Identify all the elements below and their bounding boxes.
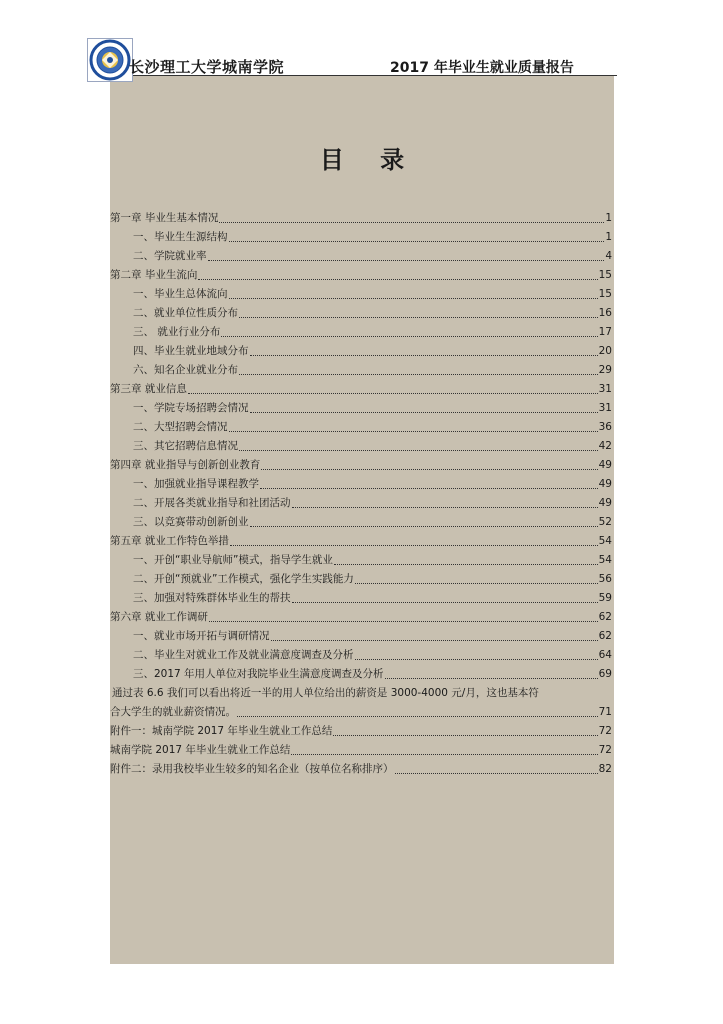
toc-entry[interactable]: [110, 760, 614, 779]
toc-entry-label: 第四章 就业指导与创新创业教育: [110, 459, 261, 471]
toc-entry-label: 二、毕业生对就业工作及就业满意度调查及分析: [133, 649, 354, 661]
toc-entry-page: 17: [598, 326, 612, 338]
toc-dot-leader: [239, 450, 598, 451]
toc-entry-page: 49: [598, 497, 612, 509]
toc-entry-label: 一、就业市场开拓与调研情况: [133, 630, 270, 642]
toc-entry-page: 82: [598, 763, 612, 775]
toc-dot-leader: [250, 355, 598, 356]
toc-entry-label: 三、加强对特殊群体毕业生的帮扶: [133, 592, 291, 604]
toc-entry-page: 54: [598, 535, 612, 547]
toc-entry-label: 二、就业单位性质分布: [133, 307, 238, 319]
toc-title: 目 录: [319, 146, 419, 174]
toc-entry[interactable]: [110, 361, 614, 380]
toc-entry[interactable]: [110, 703, 614, 722]
toc-entry[interactable]: [110, 513, 614, 532]
toc-entry[interactable]: [110, 741, 614, 760]
toc-entry-page: 42: [598, 440, 612, 452]
toc-dot-leader: [229, 241, 605, 242]
toc-dot-leader: [229, 431, 598, 432]
toc-dot-leader: [292, 602, 598, 603]
toc-entry-label: 第六章 就业工作调研: [110, 611, 208, 623]
toc-entry-label: 一、开创“职业导航师”模式，指导学生就业: [133, 554, 333, 566]
toc-entry-page: 1: [605, 212, 612, 224]
toc-entry[interactable]: [110, 494, 614, 513]
toc-entry-page: 54: [598, 554, 612, 566]
toc-entry-page: 15: [598, 288, 612, 300]
toc-entry-label: 第一章 毕业生基本情况: [110, 212, 219, 224]
toc-entry-label: 第五章 就业工作特色举措: [110, 535, 229, 547]
toc-dot-leader: [355, 583, 598, 584]
toc-dot-leader: [333, 735, 597, 736]
report-title: 2017 年毕业生就业质量报告: [390, 60, 574, 76]
toc-entry-label: 第二章 毕业生流向: [110, 269, 198, 281]
toc-entry-label: 一、学院专场招聘会情况: [133, 402, 249, 414]
toc-entry[interactable]: [110, 399, 614, 418]
toc-entry-label: 二、学院就业率: [133, 250, 207, 262]
toc-entry[interactable]: [110, 266, 614, 285]
toc-dot-leader: [271, 640, 598, 641]
toc-dot-leader: [292, 507, 598, 508]
toc-entry[interactable]: [110, 627, 614, 646]
toc-entry[interactable]: [110, 418, 614, 437]
toc-entry-page: 69: [598, 668, 612, 680]
toc-entry-label: 合大学生的就业薪资情况。: [110, 706, 236, 718]
toc-entry-page: 72: [598, 725, 612, 737]
toc-entry[interactable]: [110, 646, 614, 665]
toc-dot-leader: [219, 222, 604, 223]
page-header: [87, 38, 617, 82]
toc-dot-leader: [208, 260, 605, 261]
toc-dot-leader: [229, 298, 598, 299]
toc-entry-page: 36: [598, 421, 612, 433]
toc-entry-page: 15: [598, 269, 612, 281]
toc-paragraph-line: 通过表 6.6 我们可以看出将近一半的用人单位给出的薪资是 3000-4000 元/月，这也基本符: [112, 687, 539, 699]
toc-entry[interactable]: [110, 228, 614, 247]
toc-dot-leader: [261, 469, 597, 470]
toc-entry[interactable]: [110, 570, 614, 589]
toc-dot-leader: [239, 317, 598, 318]
toc-dot-leader: [334, 564, 598, 565]
toc-entry[interactable]: [110, 323, 614, 342]
toc-entries: [110, 209, 614, 684]
toc-entry[interactable]: [110, 532, 614, 551]
toc-entry-label: 三、 就业行业分布: [133, 326, 221, 338]
toc-entry-label: 二、开展各类就业指导和社团活动: [133, 497, 291, 509]
toc-entry[interactable]: [110, 209, 614, 228]
toc-entry[interactable]: [110, 247, 614, 266]
toc-entry[interactable]: [110, 722, 614, 741]
toc-entry-page: 4: [605, 250, 612, 262]
toc-dot-leader: [385, 678, 598, 679]
table-of-contents: [110, 209, 614, 779]
toc-entry-page: 29: [598, 364, 612, 376]
toc-entry-page: 72: [598, 744, 612, 756]
toc-entry[interactable]: [110, 608, 614, 627]
toc-entry-label: 一、毕业生总体流向: [133, 288, 228, 300]
toc-entry-page: 62: [598, 611, 612, 623]
toc-entry[interactable]: [110, 589, 614, 608]
toc-entry-page: 59: [598, 592, 612, 604]
toc-entry-page: 49: [598, 459, 612, 471]
toc-entry-label: 二、大型招聘会情况: [133, 421, 228, 433]
toc-dot-leader: [188, 393, 598, 394]
toc-dot-leader: [209, 621, 598, 622]
toc-entry-page: 16: [598, 307, 612, 319]
toc-entry[interactable]: [110, 551, 614, 570]
toc-dot-leader: [221, 336, 597, 337]
toc-entry-label: 六、知名企业就业分布: [133, 364, 238, 376]
toc-dot-leader: [237, 716, 598, 717]
toc-entry-page: 62: [598, 630, 612, 642]
toc-entry-label: 附件一：城南学院 2017 年毕业生就业工作总结: [110, 725, 333, 737]
toc-entry[interactable]: [110, 437, 614, 456]
toc-entries-appendix: [110, 703, 614, 779]
toc-entry[interactable]: [110, 304, 614, 323]
toc-entry-label: 三、以竞赛带动创新创业: [133, 516, 249, 528]
toc-entry-page: 71: [598, 706, 612, 718]
toc-dot-leader: [230, 545, 598, 546]
toc-dot-leader: [260, 488, 598, 489]
toc-entry-page: 56: [598, 573, 612, 585]
toc-dot-leader: [239, 374, 598, 375]
toc-entry-page: 31: [598, 402, 612, 414]
toc-entry-label: 二、开创“预就业”工作模式，强化学生实践能力: [133, 573, 354, 585]
toc-entry[interactable]: [110, 456, 614, 475]
toc-entry-label: 附件二：录用我校毕业生较多的知名企业（按单位名称排序）: [110, 763, 394, 775]
toc-entry-label: 三、2017 年用人单位对我院毕业生满意度调查及分析: [133, 668, 384, 680]
toc-entry-page: 31: [598, 383, 612, 395]
school-logo: [87, 38, 133, 82]
toc-entry-label: 第三章 就业信息: [110, 383, 187, 395]
school-name: 长沙理工大学城南学院: [129, 58, 285, 76]
toc-entry[interactable]: [110, 342, 614, 361]
toc-dot-leader: [355, 659, 598, 660]
toc-entry-label: 四、毕业生就业地域分布: [133, 345, 249, 357]
toc-entry-page: 64: [598, 649, 612, 661]
toc-entry-label: 城南学院 2017 年毕业生就业工作总结: [110, 744, 291, 756]
toc-entry-page: 1: [605, 231, 612, 243]
toc-dot-leader: [198, 279, 597, 280]
toc-dot-leader: [250, 526, 598, 527]
toc-entry[interactable]: [110, 665, 614, 684]
toc-entry-label: 三、其它招聘信息情况: [133, 440, 238, 452]
toc-entry[interactable]: [110, 380, 614, 399]
toc-entry-page: 52: [598, 516, 612, 528]
toc-entry[interactable]: [110, 475, 614, 494]
toc-entry-page: 20: [598, 345, 612, 357]
toc-entry-label: 一、毕业生生源结构: [133, 231, 228, 243]
toc-entry[interactable]: [110, 285, 614, 304]
toc-dot-leader: [395, 773, 598, 774]
toc-entry-page: 49: [598, 478, 612, 490]
toc-entry-label: 一、加强就业指导课程教学: [133, 478, 259, 490]
toc-dot-leader: [250, 412, 598, 413]
toc-dot-leader: [291, 754, 597, 755]
